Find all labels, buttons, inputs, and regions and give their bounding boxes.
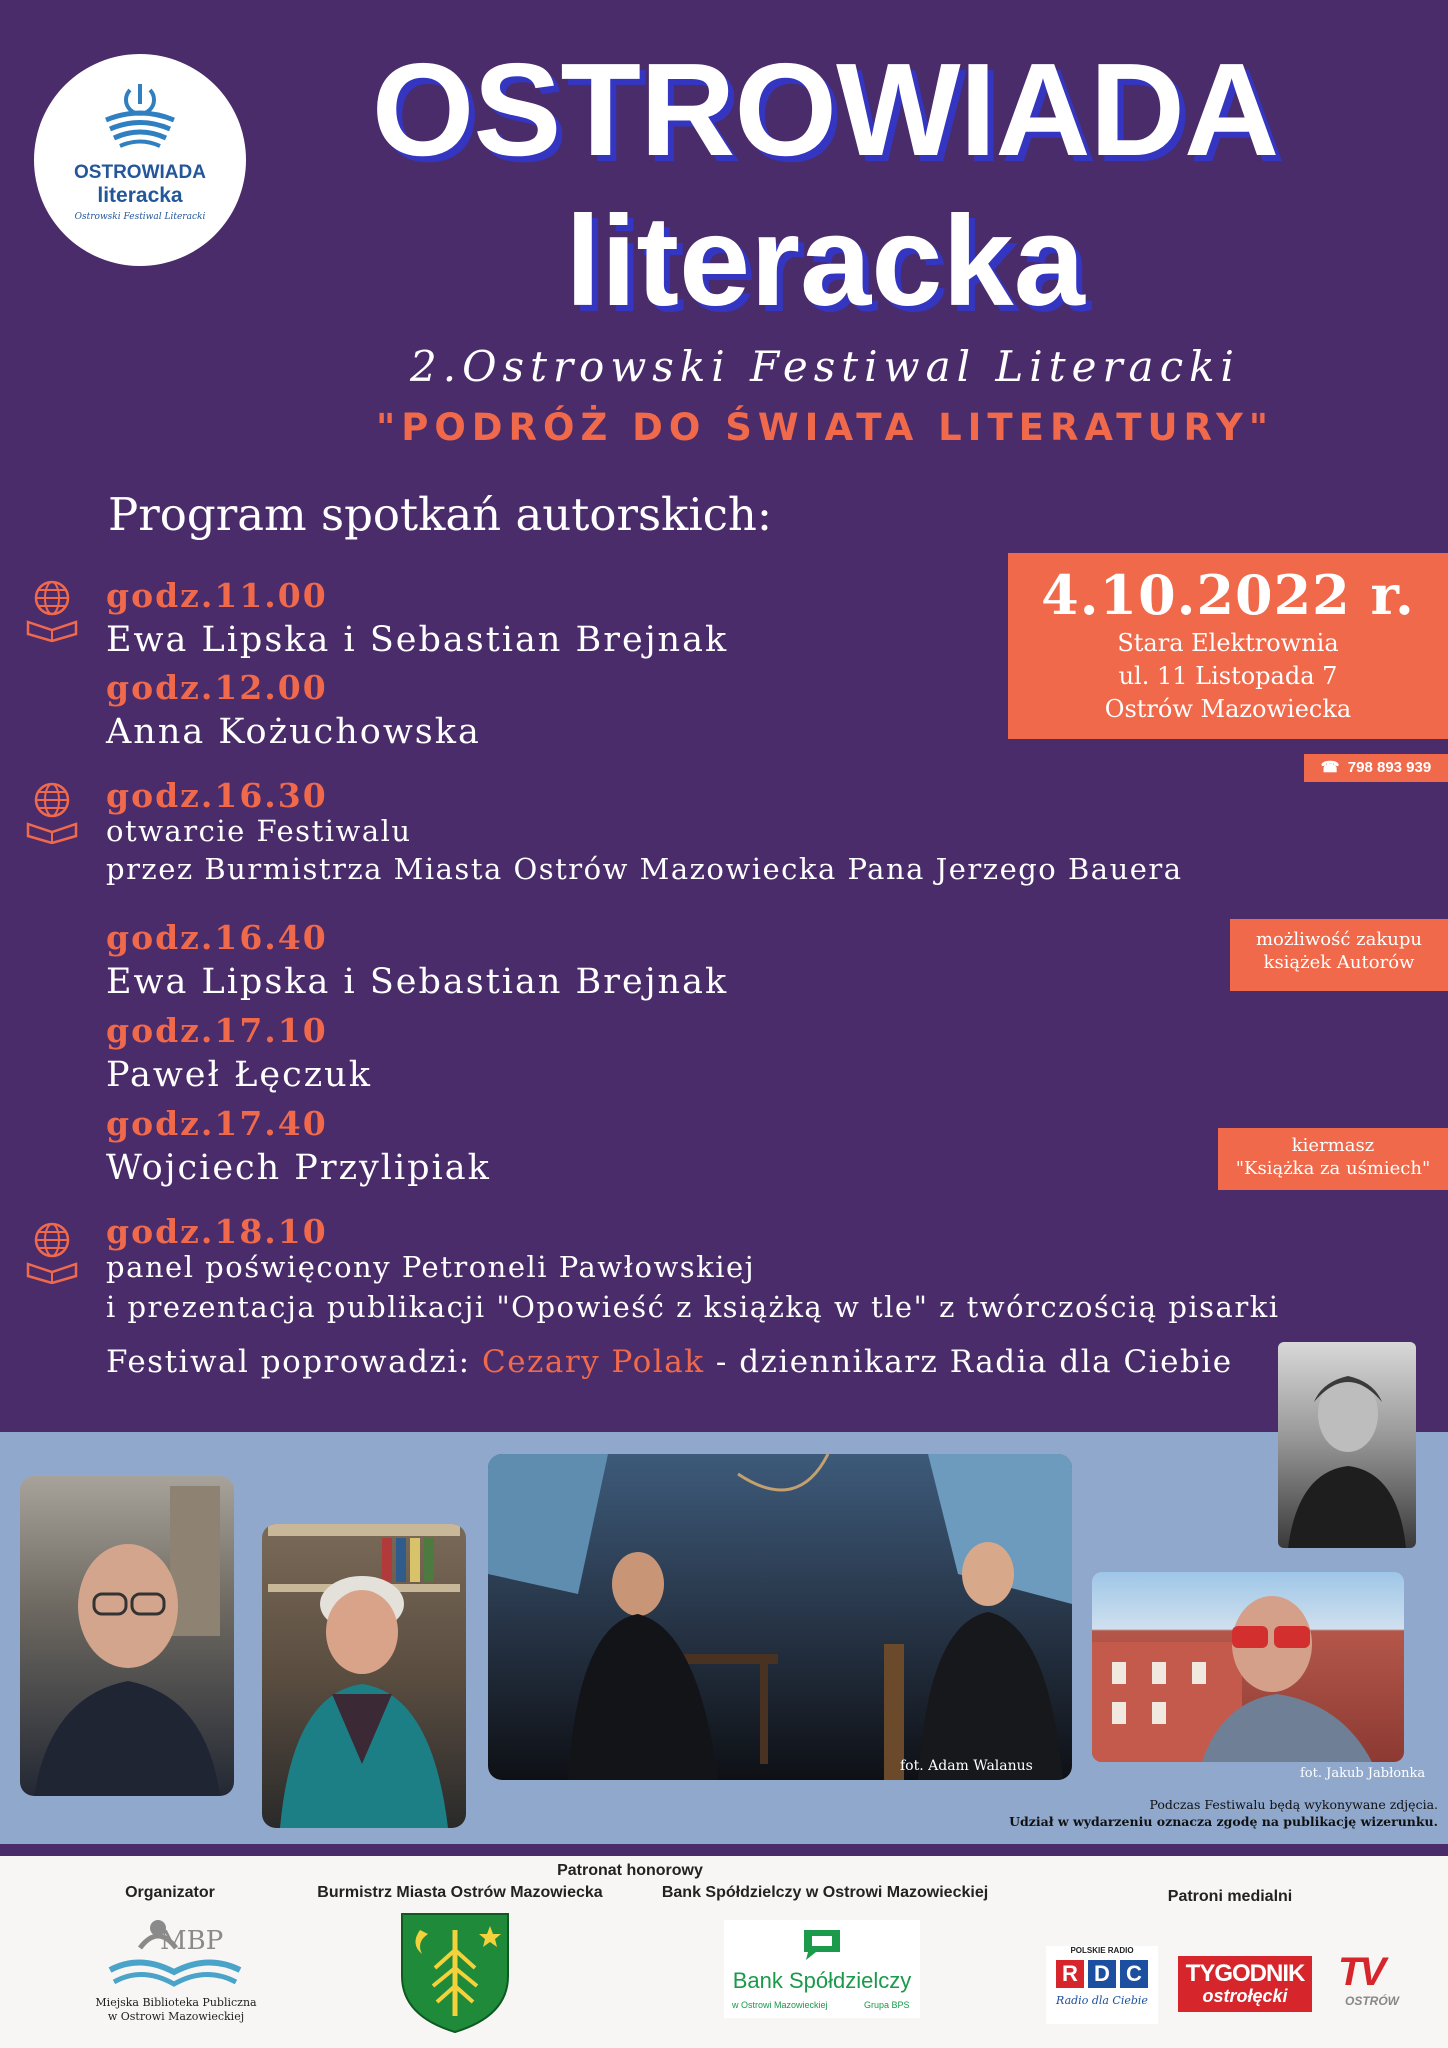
author-photo-man-sunglasses <box>1092 1572 1404 1762</box>
festival-subtitle: 2.Ostrowski Festiwal Literacki <box>410 342 1240 391</box>
schedule-entry-line: otwarcie Festiwalu <box>106 814 412 848</box>
author-photo-woman-bookshelf <box>262 1524 466 1828</box>
rdc-bottom: Radio dla Ciebie <box>1056 1994 1148 2007</box>
event-date-box <box>1008 553 1448 739</box>
schedule-entry: Ewa Lipska i Sebastian Brejnak <box>106 620 729 660</box>
organizer-name-line1: Miejska Biblioteka Publiczna <box>95 1996 257 2009</box>
organizer-name <box>76 1996 276 2024</box>
event-date: 4.10.2022 r. <box>1041 563 1415 627</box>
photo-consent-note <box>1009 1796 1438 1830</box>
phone-number: 798 893 939 <box>1347 759 1432 776</box>
book-fountain-icon <box>100 80 180 150</box>
schedule-time: godz.16.40 <box>106 918 328 957</box>
schedule-entry: Paweł Łęczuk <box>106 1055 372 1095</box>
tygodnik-logo <box>1178 1956 1312 2012</box>
book-fair-line1: kiermasz <box>1291 1135 1375 1156</box>
archival-portrait-photo <box>1278 1342 1416 1548</box>
festival-logo <box>34 54 246 266</box>
page-title-line2: literacka <box>565 190 1085 333</box>
globe-book-icon <box>24 1220 80 1284</box>
rdc-logo <box>1046 1946 1158 2024</box>
schedule-entry-line: panel poświęcony Petroneli Pawłowskiej <box>106 1250 756 1284</box>
bank-logo-title: Bank Spółdzielczy <box>732 1968 912 1993</box>
host-prefix: Festiwal poprowadzi: <box>106 1344 471 1380</box>
event-city: Ostrów Mazowiecka <box>1104 695 1352 723</box>
phone-icon: ☎ <box>1320 759 1348 776</box>
coat-of-arms-icon <box>398 1910 512 2034</box>
globe-book-icon <box>24 780 80 844</box>
consent-line2: Udział w wydarzeniu oznacza zgodę na publikację wizerunku. <box>1009 1814 1438 1829</box>
tygodnik-title: TYGODNIK <box>1185 1960 1305 1987</box>
bank-speech-icon <box>800 1926 844 1962</box>
festival-host <box>106 1344 1233 1380</box>
organizer-label: Organizator <box>125 1884 215 1901</box>
schedule-entry: Ewa Lipska i Sebastian Brejnak <box>106 962 729 1002</box>
logo-text-line3: Ostrowski Festiwal Literacki <box>74 212 206 222</box>
books-purchase-note <box>1230 919 1448 991</box>
media-patrons-label: Patroni medialni <box>1167 1888 1293 1905</box>
schedule-time: godz.11.00 <box>106 576 328 615</box>
organizer-name-line2: w Ostrowi Mazowieckiej <box>107 2010 245 2023</box>
schedule-time: godz.17.40 <box>106 1104 328 1143</box>
event-street: ul. 11 Listopada 7 <box>1118 662 1338 690</box>
books-purchase-line1: możliwość zakupu <box>1255 929 1423 950</box>
globe-book-icon <box>24 578 80 642</box>
bank-logo-group: Grupa BPS <box>864 2000 910 2010</box>
schedule-time: godz.18.10 <box>106 1212 328 1251</box>
page-title-line1: OSTROWIADA <box>371 36 1279 183</box>
rdc-letter-r: R <box>1056 1960 1084 1988</box>
schedule-entry: Wojciech Przylipiak <box>106 1148 491 1188</box>
host-suffix: - dziennikarz Radia dla Ciebie <box>715 1344 1233 1380</box>
rdc-top: POLSKIE RADIO <box>1070 1946 1134 1955</box>
bank-logo <box>724 1920 920 2018</box>
festival-motto: "PODRÓŻ DO ŚWIATA LITERATURY" <box>375 406 1275 449</box>
tv-logo-text: TV <box>1338 1950 1384 1994</box>
mbp-logo-text: MBP <box>160 1926 224 1956</box>
photo-credit-castle: fot. Jakub Jabłonka <box>1300 1766 1426 1781</box>
schedule-entry-line: przez Burmistrza Miasta Ostrów Mazowiecka Pana Jerzego Bauera <box>106 852 1183 886</box>
schedule-time: godz.16.30 <box>106 776 328 815</box>
rdc-letter-c: C <box>1120 1960 1148 1988</box>
schedule-entry-line: i prezentacja publikacji "Opowieść z książką w tle" z twórczością pisarki <box>106 1290 1280 1324</box>
program-heading: Program spotkań autorskich: <box>108 488 773 541</box>
bank-logo-sub: w Ostrowi Mazowieckiej <box>732 2000 828 2010</box>
author-photo-man-glasses <box>20 1476 234 1796</box>
host-name: Cezary Polak <box>481 1344 705 1380</box>
schedule-entry: Anna Kożuchowska <box>106 712 481 752</box>
tygodnik-subtitle: ostrołęcki <box>1202 1986 1288 2006</box>
stage-photo <box>488 1454 1072 1780</box>
photo-credit-stage: fot. Adam Walanus <box>900 1758 1033 1774</box>
consent-line1: Podczas Festiwalu będą wykonywane zdjęcia. <box>1149 1797 1438 1812</box>
tv-logo-sub: OSTRÓW <box>1345 1994 1399 2008</box>
event-venue: Stara Elektrownia <box>1117 629 1339 657</box>
books-purchase-line2: książek Autorów <box>1263 952 1415 973</box>
logo-text-line2: literacka <box>97 184 183 207</box>
logo-text-line1: OSTROWIADA <box>74 162 206 183</box>
book-fair-note <box>1218 1128 1448 1190</box>
patron-bank: Bank Spółdzielczy w Ostrowi Mazowieckiej <box>661 1884 989 1901</box>
book-fair-line2: "Książka za uśmiech" <box>1235 1158 1431 1179</box>
mbp-logo <box>100 1914 250 1994</box>
rdc-letter-d: D <box>1088 1960 1116 1988</box>
schedule-time: godz.12.00 <box>106 668 328 707</box>
tv-ostrow-logo <box>1334 1944 1410 2016</box>
patron-mayor: Burmistrz Miasta Ostrów Mazowiecka <box>317 1884 603 1901</box>
phone-badge <box>1304 754 1448 782</box>
patronage-label: Patronat honorowy <box>557 1862 703 1879</box>
schedule-time: godz.17.10 <box>106 1011 328 1050</box>
